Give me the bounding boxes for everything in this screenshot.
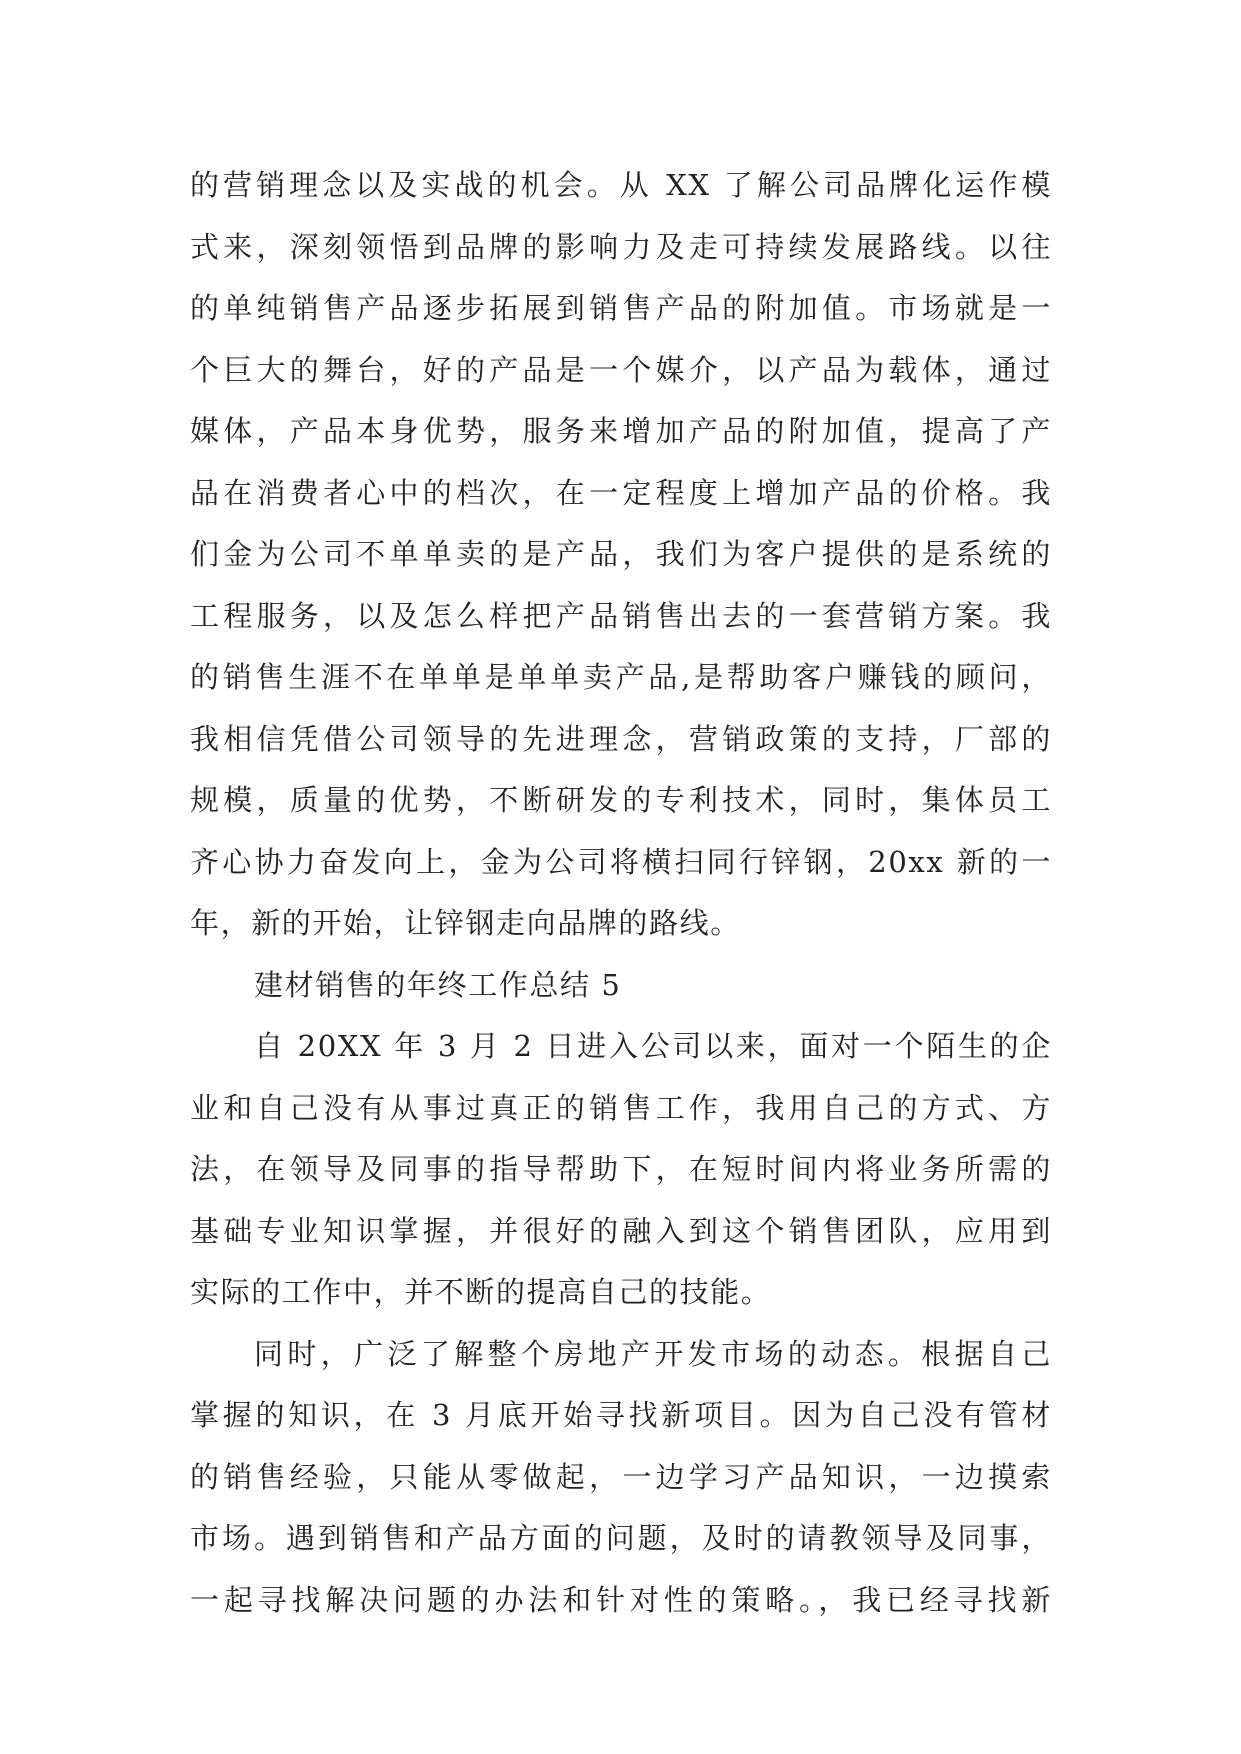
text-line: 的销售经验，只能从零做起，一边学习产品知识，一边摸索 [190,1459,1052,1494]
paragraph-2 [190,1016,1052,1324]
text-line: 品在消费者心中的档次，在一定程度上增加产品的价格。我 [190,475,1052,510]
text-line: 掌握的知识，在 3 月底开始寻找新项目。因为自己没有管材 [190,1398,1052,1432]
text-line: 的销售生涯不在单单是单单卖产品,是帮助客户赚钱的顾问， [190,660,1052,694]
text-line: 实际的工作中，并不断的提高自己的技能。 [190,1275,772,1309]
text-line: 的单纯销售产品逐步拓展到销售产品的附加值。市场就是一 [190,291,1052,325]
text-line: 工程服务，以及怎么样把产品销售出去的一套营销方案。我 [190,598,1052,633]
text-line: 们金为公司不单单卖的是产品，我们为客户提供的是系统的 [190,537,1052,571]
text-line: 法，在领导及同事的指导帮助下，在短时间内将业务所需的 [190,1152,1052,1186]
text-line: 业和自己没有从事过真正的销售工作，我用自己的方式、方 [190,1090,1052,1125]
text-line: 年，新的开始，让锌钢走向品牌的路线。 [190,906,741,940]
text-line: 规模，质量的优势，不断研发的专利技术，同时，集体员工 [190,783,1052,817]
text-line: 一起寻找解决问题的办法和针对性的策略。，我已经寻找新 [190,1582,1052,1617]
text-line: 齐心协力奋发向上，金为公司将横扫同行锌钢，20xx 新的一 [190,844,1052,879]
text-line: 式来，深刻领悟到品牌的影响力及走可持续发展路线。以往 [190,229,1052,264]
document-body [190,155,1052,1631]
paragraph-1 [190,155,1052,955]
section-heading: 建材销售的年终工作总结 5 [254,967,622,1002]
text-line: 基础专业知识掌握，并很好的融入到这个销售团队，应用到 [190,1213,1052,1248]
text-line: 个巨大的舞台，好的产品是一个媒介，以产品为载体，通过 [190,352,1052,387]
text-line: 的营销理念以及实战的机会。从 XX 了解公司品牌化运作模 [190,168,1052,202]
paragraph-3 [190,1324,1052,1632]
text-line: 我相信凭借公司领导的先进理念，营销政策的支持，厂部的 [190,721,1052,756]
text-line: 同时，广泛了解整个房地产开发市场的动态。根据自己 [254,1336,1052,1371]
text-line: 自 20XX 年 3 月 2 日进入公司以来，面对一个陌生的企 [254,1029,1052,1063]
text-line: 市场。遇到销售和产品方面的问题，及时的请教领导及同事， [190,1521,1052,1555]
text-line: 媒体，产品本身优势，服务来增加产品的附加值，提高了产 [190,414,1052,448]
